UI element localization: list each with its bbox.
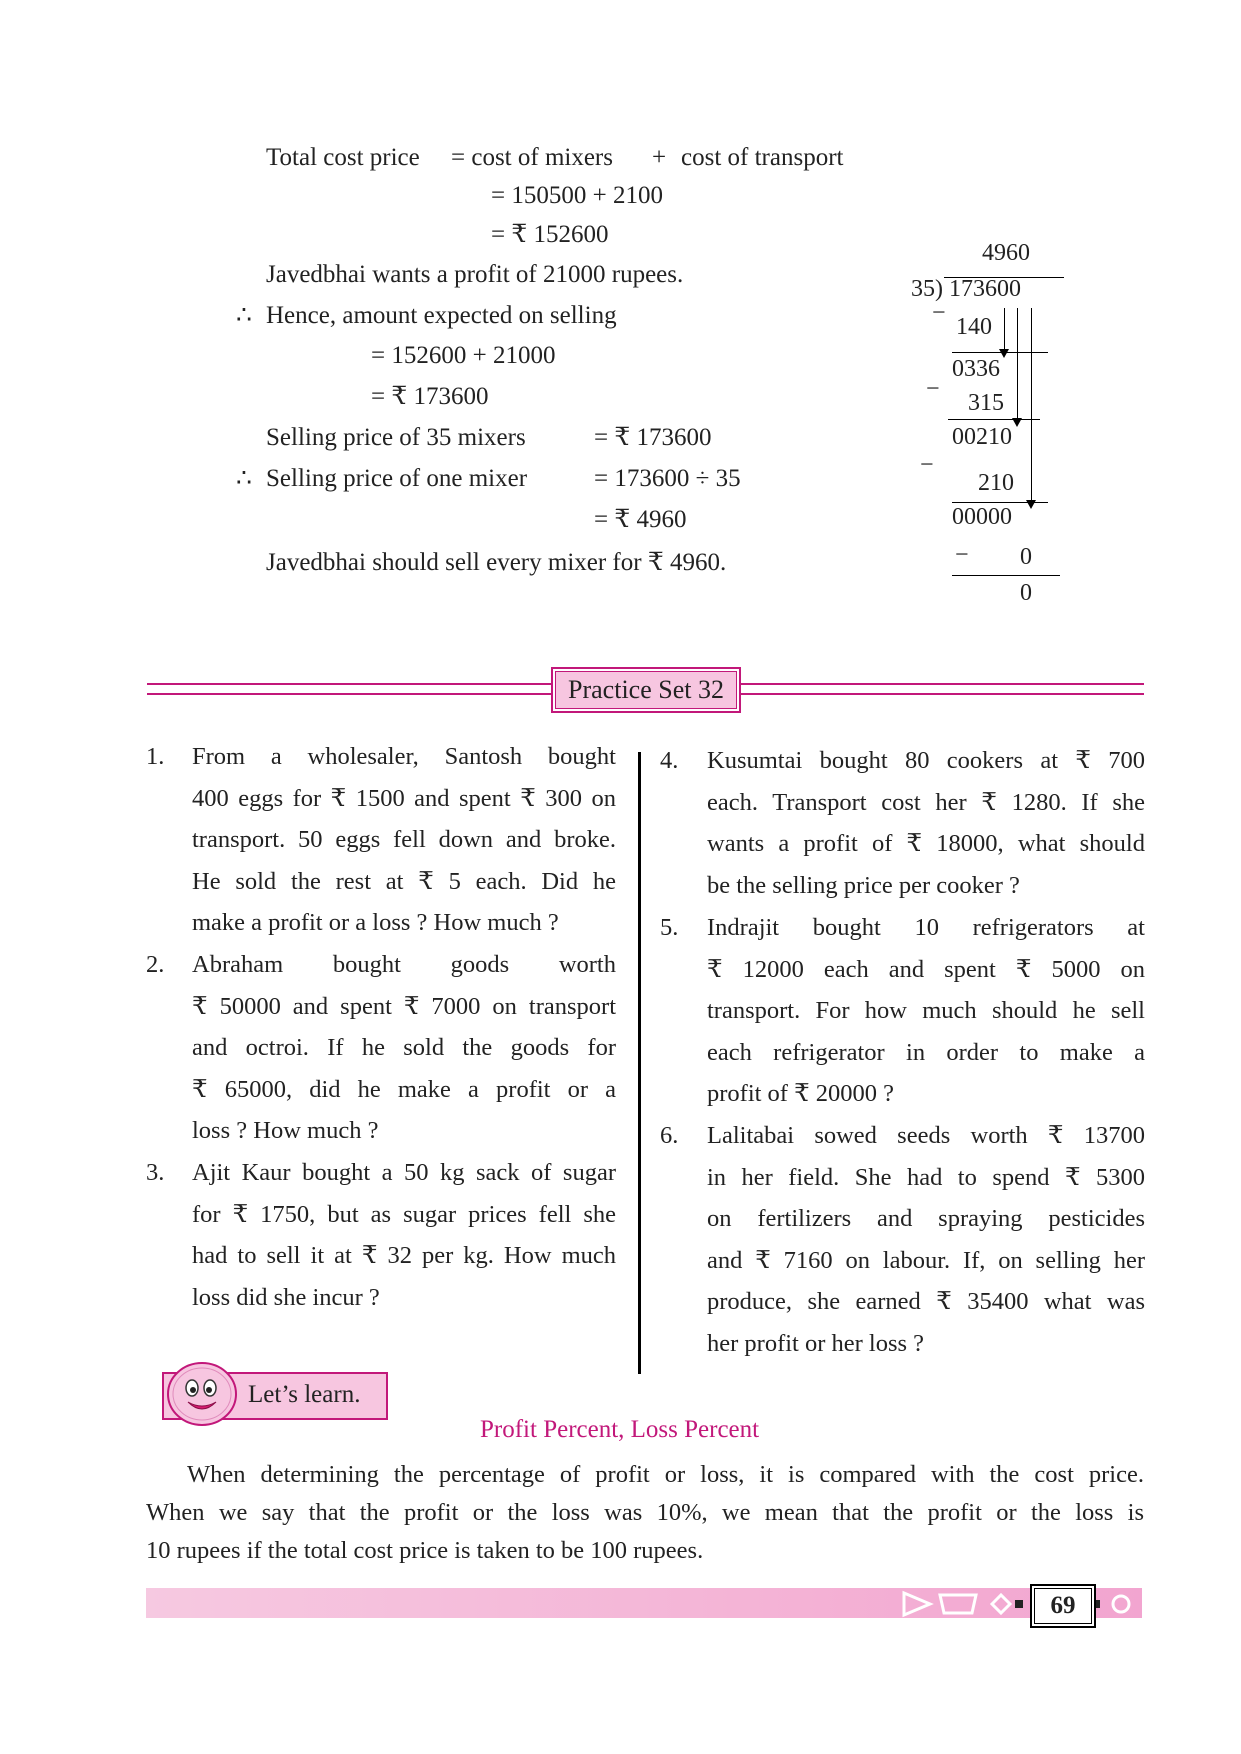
header-rule-top-right <box>740 683 1144 685</box>
smiley-face-icon <box>164 1360 240 1428</box>
therefore-symbol: ∴ <box>236 302 252 329</box>
problem-line: each refrigerator in order to make a <box>707 1038 1145 1066</box>
problem-line: each. Transport cost her ₹ 1280. If she <box>707 788 1145 816</box>
section-title: Profit Percent, Loss Percent <box>480 1416 760 1443</box>
sp-one-value: = 173600 ÷ 35 <box>594 465 741 492</box>
problem-line: be the selling price per cooker ? <box>707 871 1020 899</box>
problem-number: 6. <box>660 1122 679 1149</box>
subtract-2: 315 <box>968 390 1004 416</box>
remainder-4: 0 <box>1020 580 1032 606</box>
problem-number: 3. <box>146 1159 165 1186</box>
minus-sign: − <box>926 376 940 402</box>
problem-number: 1. <box>146 743 165 770</box>
problem-6 <box>707 1115 1145 1365</box>
conclusion: Javedbhai should sell every mixer for ₹ 4960. <box>266 549 727 576</box>
amount-expected: Hence, amount expected on selling <box>266 302 617 329</box>
remainder-3: 00000 <box>952 504 1012 530</box>
minus-sign: − <box>955 542 969 568</box>
problem-number: 2. <box>146 951 165 978</box>
problem-2 <box>192 944 616 1152</box>
problem-line: ₹ 50000 and spent ₹ 7000 on transport <box>192 992 616 1020</box>
subtract-4: 0 <box>1020 544 1032 570</box>
header-rule-top-left <box>147 683 551 685</box>
explanation-paragraph <box>146 1456 1144 1570</box>
arrow-down-icon <box>1026 500 1036 509</box>
header-rule-bottom-right <box>740 693 1144 695</box>
total-line: = ₹ 152600 <box>491 221 609 248</box>
problem-line: transport. For how much should he sell <box>707 997 1145 1025</box>
selling-total: = ₹ 173600 <box>371 383 489 410</box>
problem-line: wants a profit of ₹ 18000, what should <box>707 830 1145 858</box>
problem-line: Kusumtai bought 80 cookers at ₹ 700 <box>707 747 1145 774</box>
bring-down-line <box>1031 308 1032 502</box>
problem-4 <box>707 740 1145 906</box>
column-divider <box>638 752 641 1374</box>
problem-line: 400 eggs for ₹ 1500 and spent ₹ 300 on <box>192 784 616 812</box>
problem-line: had to sell it at ₹ 32 per kg. How much <box>192 1242 616 1270</box>
remainder-1: 0336 <box>952 356 1000 382</box>
problem-line: in her field. She had to spend ₹ 5300 <box>707 1163 1145 1191</box>
arrow-down-icon <box>999 349 1009 358</box>
sp-one-label: Selling price of one mixer <box>266 465 528 492</box>
plus-sign: + <box>652 144 667 171</box>
problem-line: profit of ₹ 20000 ? <box>707 1080 895 1108</box>
problem-line: He sold the rest at ₹ 5 each. Did he <box>192 867 616 895</box>
footer-shapes-icon <box>900 1589 1142 1619</box>
problem-line: ₹ 65000, did he make a profit or a <box>192 1075 616 1103</box>
problem-line: Abraham bought goods worth <box>192 951 616 978</box>
bring-down-line <box>1004 308 1005 352</box>
problem-line: on fertilizers and spraying pesticides <box>707 1205 1145 1233</box>
arrow-down-icon <box>1012 418 1022 427</box>
problem-1 <box>192 736 616 944</box>
therefore-symbol: ∴ <box>236 465 252 492</box>
lets-learn-label: Let’s learn. <box>248 1381 361 1408</box>
minus-sign: − <box>932 300 946 326</box>
remainder-2: 00210 <box>952 424 1012 450</box>
problem-number: 4. <box>660 747 679 774</box>
problem-line: ₹ 12000 each and spent ₹ 5000 on <box>707 955 1145 983</box>
problem-5 <box>707 907 1145 1115</box>
problem-line: loss did she incur ? <box>192 1283 380 1311</box>
problem-line: and ₹ 7160 on labour. If, on selling her <box>707 1246 1145 1274</box>
problem-line: and octroi. If he sold the goods for <box>192 1034 616 1062</box>
problem-line: produce, she earned ₹ 35400 what was <box>707 1288 1145 1316</box>
problem-line: From a wholesaler, Santosh bought <box>192 743 616 770</box>
subtract-1: 140 <box>956 314 992 340</box>
bring-down-line <box>1017 308 1018 420</box>
sp-one-result: = ₹ 4960 <box>594 506 687 533</box>
problem-line: Lalitabai sowed seeds worth ₹ 13700 <box>707 1122 1145 1149</box>
total-cost-label: Total cost price <box>266 144 420 171</box>
sp-35-label: Selling price of 35 mixers <box>266 424 526 451</box>
subtract-3: 210 <box>978 470 1014 496</box>
minus-sign: − <box>920 452 934 478</box>
problem-line: her profit or her loss ? <box>707 1329 925 1357</box>
problem-3 <box>192 1152 616 1318</box>
problem-line: for ₹ 1750, but as sugar prices fell she <box>192 1200 616 1228</box>
cost-of-transport: cost of transport <box>681 144 844 171</box>
sp-35-value: = ₹ 173600 <box>594 424 712 451</box>
problem-number: 5. <box>660 914 679 941</box>
quotient: 4960 <box>982 240 1030 266</box>
problem-line: Indrajit bought 10 refrigerators at <box>707 914 1145 941</box>
page-number: 69 <box>1050 1592 1076 1619</box>
sum-line: = 150500 + 2100 <box>491 182 663 209</box>
header-rule-bottom-left <box>147 693 551 695</box>
problem-line: make a profit or a loss ? How much ? <box>192 909 559 937</box>
problem-line: loss ? How much ? <box>192 1117 379 1145</box>
divisor-dividend: 35) 173600 <box>911 276 1021 302</box>
total-cost-eq: = cost of mixers <box>451 144 613 171</box>
rule-2 <box>948 419 1040 420</box>
problem-line: transport. 50 eggs fell down and broke. <box>192 826 616 854</box>
practice-title: Practice Set 32 <box>568 675 724 704</box>
problem-line: Ajit Kaur bought a 50 kg sack of sugar <box>192 1159 616 1186</box>
paragraph-line: 10 rupees if the total cost price is taken to be 100 rupees. <box>146 1537 704 1564</box>
rule-4 <box>952 575 1060 576</box>
selling-sum: = 152600 + 21000 <box>371 342 556 369</box>
paragraph-line: When determining the percentage of profit or loss, it is compared with the cost price. <box>187 1461 1144 1488</box>
paragraph-line: When we say that the profit or the loss was 10%, we mean that the profit or the loss is <box>146 1499 1144 1526</box>
profit-statement: Javedbhai wants a profit of 21000 rupees. <box>266 261 684 288</box>
